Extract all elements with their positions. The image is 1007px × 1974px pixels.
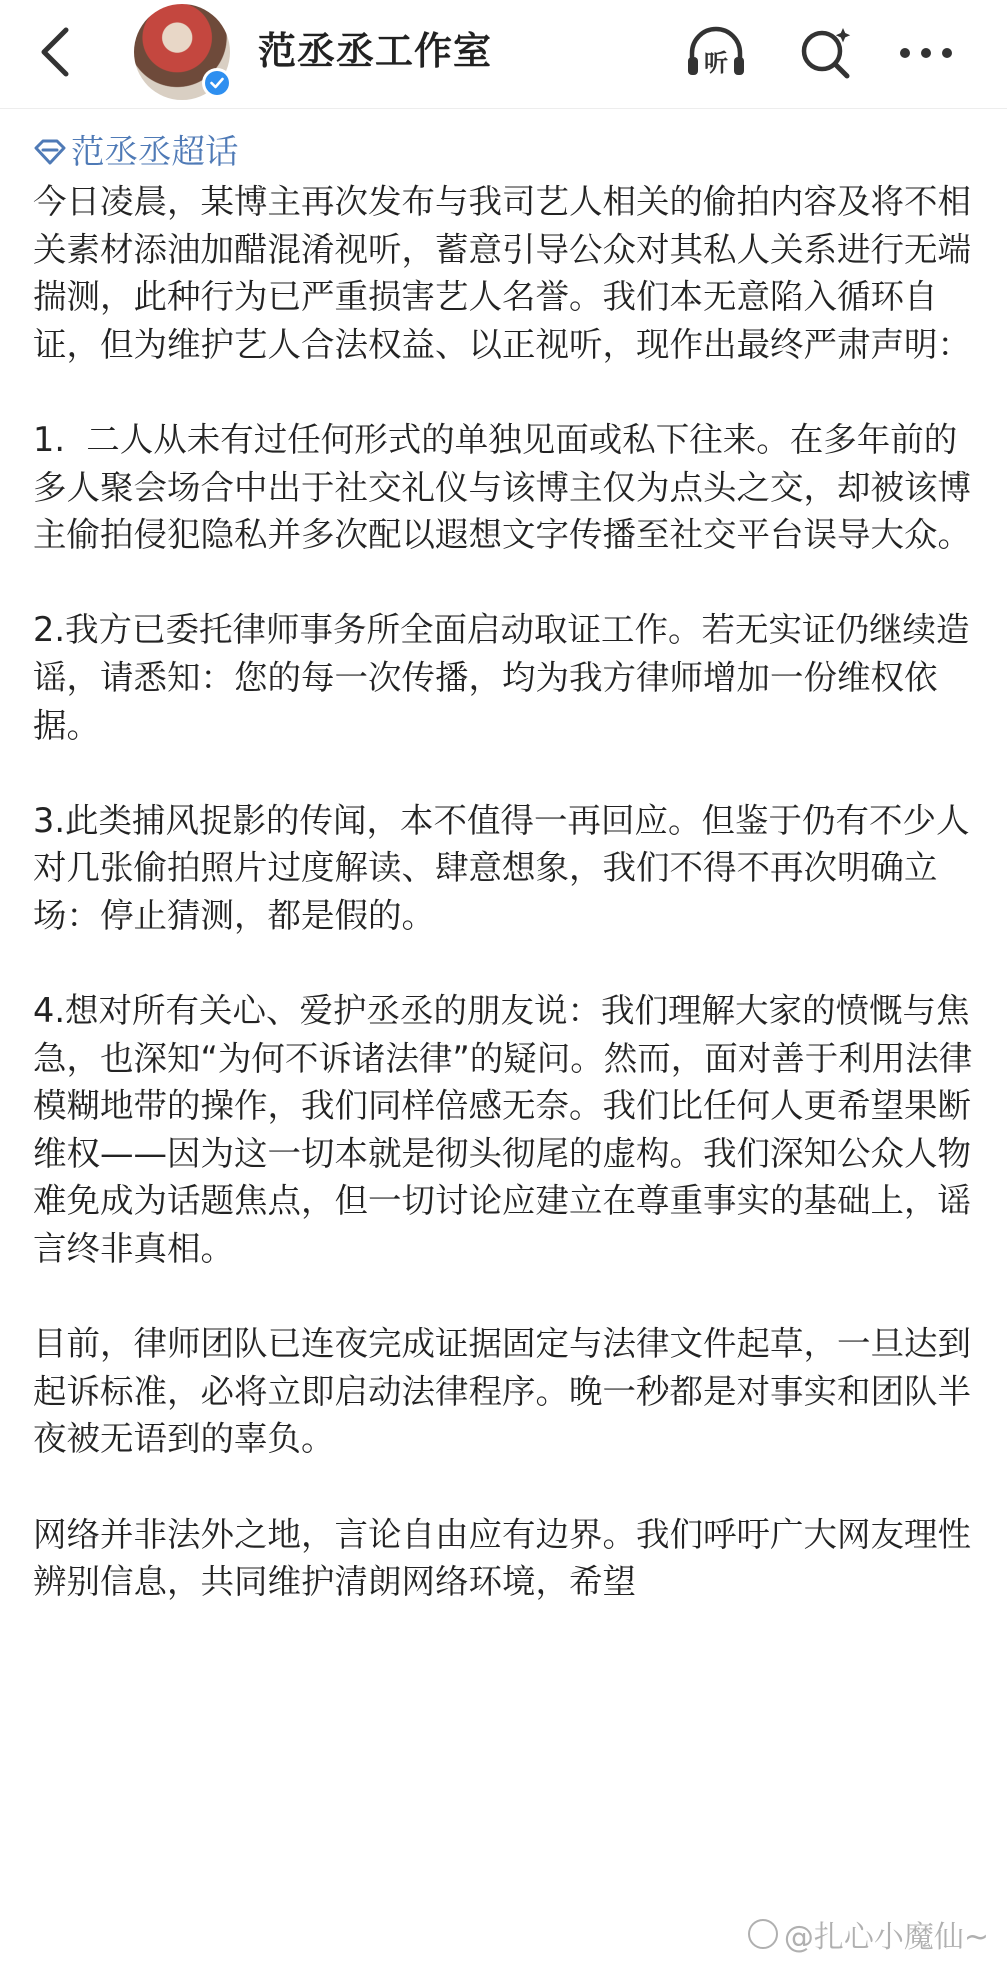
more-horizontal-icon: [897, 45, 955, 61]
post-content: [33, 128, 978, 1653]
supertopic-link[interactable]: [33, 128, 978, 176]
supertopic-label[interactable]: 范丞丞超话: [71, 132, 239, 172]
account-name[interactable]: 范丞丞工作室: [258, 29, 493, 73]
post-paragraph-point-2: 2.我方已委托律师事务所全面启动取证工作。若无实证仍继续造谣，请悉知：您的每一次传播，均为我方律师增加一份维权依据。: [33, 610, 970, 745]
verified-check-icon: [210, 77, 224, 89]
post-paragraph-point-1: 1. 二人从未有过任何形式的单独见面或私下往来。在多年前的多人聚会场合中出于社交礼仪与该博主仅为点头之交，却被该博主偷拍侵犯隐私并多次配以遐想文字传播至社交平台误导大众。: [33, 419, 971, 555]
post-paragraph-legal-action: 目前，律师团队已连夜完成证据固定与法律文件起草，一旦达到起诉标准，必将立即启动法律程序。晚一秒都是对事实和团队半夜被无语到的辜负。: [33, 1324, 971, 1459]
listen-button[interactable]: [676, 18, 756, 88]
search-button[interactable]: [786, 18, 866, 88]
post-paragraph-point-3: 3.此类捕风捉影的传闻，本不值得一再回应。但鉴于仍有不少人对几张偷拍照片过度解读、肆意想象，我们不得不再次明确立场：停止猜测，都是假的。: [33, 800, 970, 935]
headphones-icon: [684, 25, 748, 81]
watermark-logo-icon: [748, 1919, 778, 1949]
post-paragraph-point-4: 4.想对所有关心、爱护丞丞的朋友说：我们理解大家的愤慨与焦急，也深知“为何不诉诸法律”的疑问。然而，面对善于利用法律模糊地带的操作，我们同样倍感无奈。我们比任何人更希望果断维权——因为这一切本就是彻头彻尾的虚构。我们深知公众人物难免成为话题焦点，但一切讨论应建立在尊重事实的基础上，谣言终非真相。: [33, 991, 973, 1269]
post-paragraph-closing: 网络并非法外之地，言论自由应有边界。我们呼吁广大网友理性辨别信息，共同维护清朗网络环境，希望: [33, 1514, 971, 1602]
post-paragraph-intro: 今日凌晨，某博主再次发布与我司艺人相关的偷拍内容及将不相关素材添油加醋混淆视听，蓄意引导公众对其私人关系进行无端揣测，此种行为已严重损害艺人名誉。我们本无意陷入循环自证，但为维护艺人合法权益、以正视听，现作出最终严肃声明：: [33, 182, 971, 364]
watermark-text: @扎心小魔仙~: [783, 1920, 989, 1955]
avatar[interactable]: [134, 4, 230, 100]
listen-icon-label: 听: [704, 49, 728, 77]
more-button[interactable]: [886, 18, 966, 88]
top-nav-bar: [0, 0, 1007, 109]
chevron-left-icon: [38, 26, 72, 78]
watermark: [748, 1912, 989, 1956]
search-icon: [797, 24, 855, 82]
supertopic-diamond-icon: [33, 139, 67, 165]
back-button[interactable]: [30, 22, 80, 82]
verified-badge: [202, 68, 232, 98]
